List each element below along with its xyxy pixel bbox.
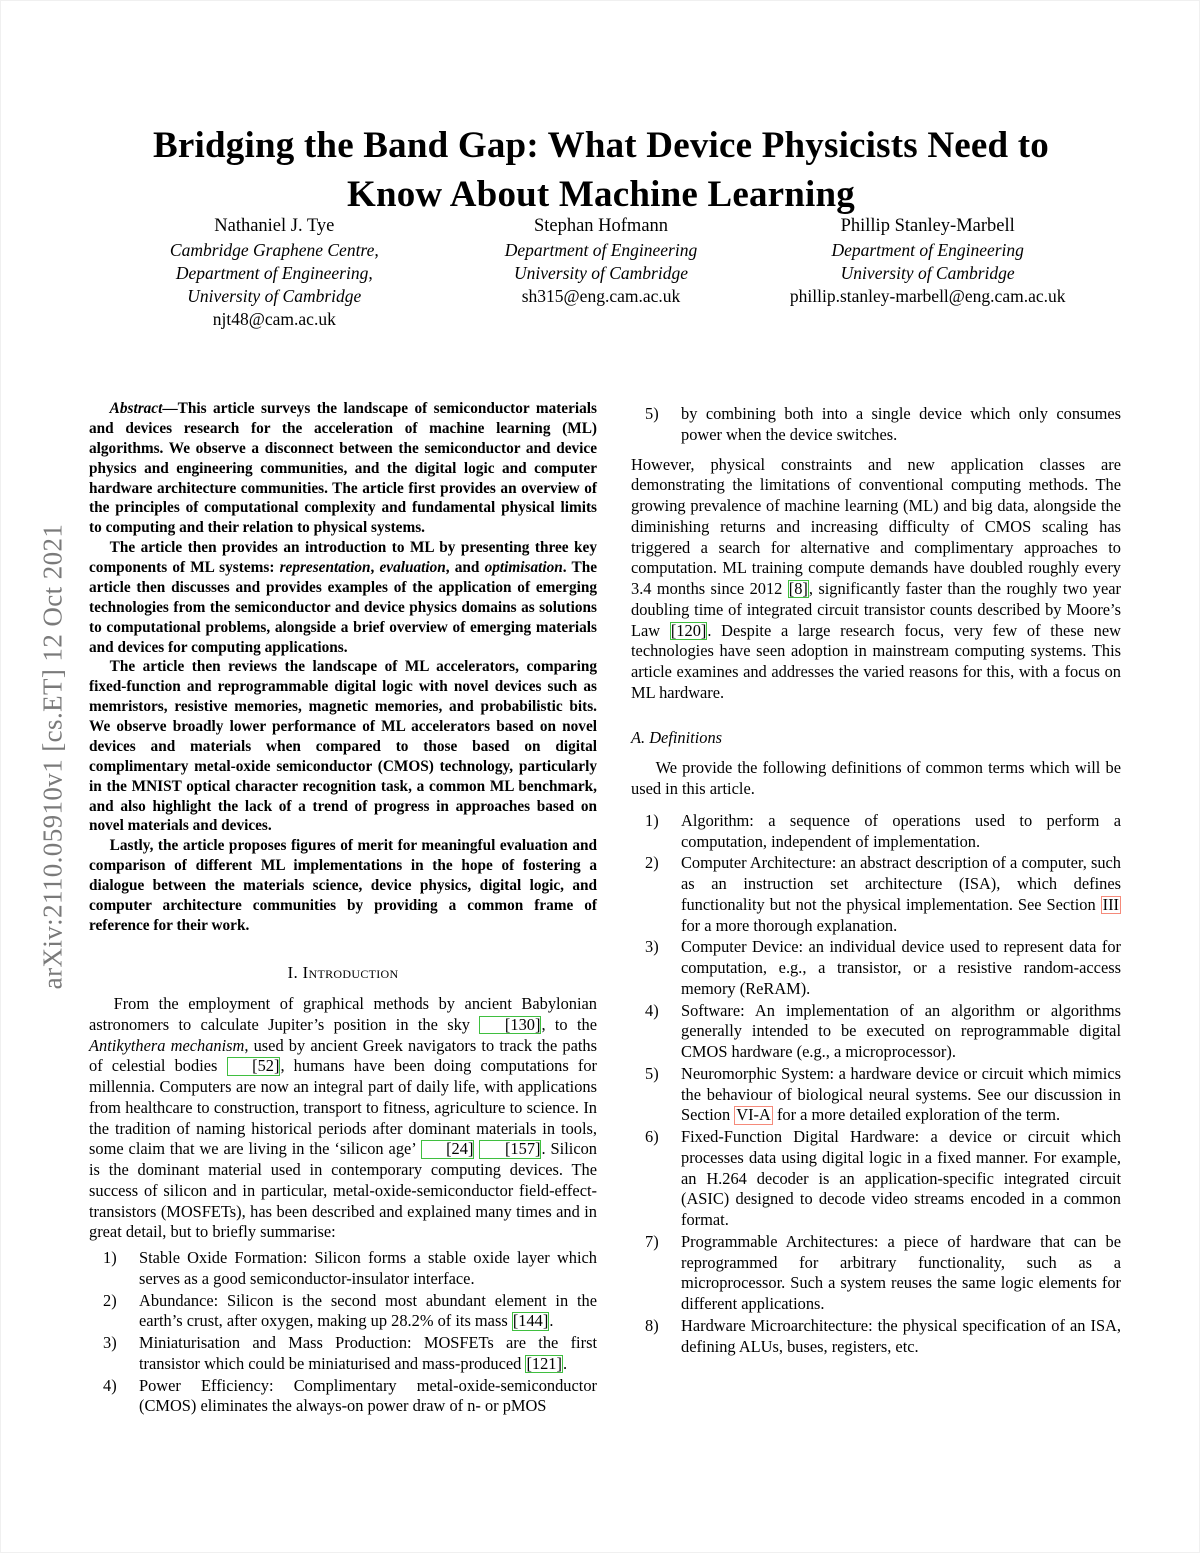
introduction-paragraph-1 <box>89 994 597 1243</box>
section-ref-link-VI-A[interactable]: VI-A <box>736 1105 771 1125</box>
author-email: njt48@cam.ac.uk <box>212 309 336 330</box>
definition-text: Computer Device: an individual device used to represent data for computation, e.g., a transistor, or a resistive random-access memory (ReRAM). <box>681 937 1121 998</box>
abstract <box>89 399 597 936</box>
citation-link-24[interactable]: [24] <box>421 1140 475 1158</box>
abstract-label: Abstract <box>109 400 163 417</box>
list-item <box>631 811 1121 853</box>
abstract-dash: — <box>162 400 178 417</box>
section-heading-introduction: I. Introduction <box>287 962 399 982</box>
subsection-heading-definitions: A. Definitions <box>631 727 723 747</box>
definition-text: Fixed-Function Digital Hardware: a device or circuit which processes data using digital logic in a fixed manner. For example, an H.264 decoder is an application-specific integrated circuit (ASIC) designed to decode video streams encoded in a common format. <box>681 1127 1121 1229</box>
list-item-text: Stable Oxide Formation: Silicon forms a stable oxide layer which serves as a good semiconductor-insulator interface. <box>139 1248 597 1288</box>
list-item <box>89 1248 597 1290</box>
list-item-text-tail: . <box>549 1311 554 1331</box>
list-item-text: Miniaturisation and Mass Production: MOSFETs are the first transistor which could be miniaturised and mass-produced <box>139 1333 597 1373</box>
citation-link-8[interactable]: [8] <box>788 579 808 598</box>
arxiv-stamp: arXiv:2110.05910v1 [cs.ET] 12 Oct 2021 <box>37 523 68 990</box>
list-item <box>631 1127 1121 1231</box>
citation-link-130[interactable]: [130] <box>479 1016 541 1034</box>
list-item <box>631 1316 1121 1358</box>
author-affiliation-line: University of Cambridge <box>513 262 688 283</box>
abstract-text-2a: The article then provides an introduction to ML by presenting three key components of ML systems: <box>89 539 597 576</box>
list-item <box>631 1064 1121 1126</box>
definition-text: Algorithm: a sequence of operations used to perform a computation, independent of implementation. <box>681 810 1121 851</box>
author-block <box>764 214 1091 308</box>
abstract-text-1: This article surveys the landscape of semiconductor materials and devices research for the acceleration of machine learning (ML) algorithms. We observe a disconnect between the semiconductor and device physics and engineering communities, and the digital logic and computer hardware architecture communities. The article first provides an overview of the principles of computational complexity and fundamental physical limits to computing and their relation to physical systems. <box>89 400 597 537</box>
definition-text-tail: for a more detailed exploration of the term. <box>772 1105 1061 1125</box>
definitions-intro-paragraph: We provide the following definitions of common terms which will be used in this article. <box>631 758 1121 798</box>
abstract-text-2c: , and <box>445 559 485 576</box>
abstract-emph-representation: representation <box>279 559 371 576</box>
author-affiliation-line: Department of Engineering <box>831 239 1024 260</box>
author-list <box>111 214 1091 332</box>
abstract-text-2d: . The article then discusses and provides examples of the application of emerging technologies from the semiconductor and device physics domains as solutions to computational problems, alongside a brief overview of emerging materials and devices for computing applications. <box>89 559 597 656</box>
list-item-text: Power Efficiency: Complimentary metal-oxide-semiconductor (CMOS) eliminates the always-on power draw of n- or pMOS <box>139 1375 597 1416</box>
abstract-emph-optimisation: optimisation <box>484 559 563 576</box>
list-item <box>89 1376 597 1418</box>
definition-text: Computer Architecture: an abstract description of a computer, such as an instruction set architecture (ISA), which defines functionality but not the physical implementation. See Section <box>681 853 1121 914</box>
continued-list <box>631 404 1121 446</box>
intro-text-a: From the employment of graphical methods by ancient Babylonian astronomers to calculate Jupiter’s position in the sky <box>89 994 597 1034</box>
intro-text-f: . Silicon is the dominant material used in contemporary computing devices. The success of silicon and in particular, metal-oxide-semiconductor field-effect-transistors (MOSFETs), has been described and explained many times and in great detail, but to briefly summarise: <box>89 1139 597 1242</box>
definition-text: Software: An implementation of an algorithm or algorithms generally intended to be executed on reprogrammable digital CMOS hardware (e.g., a microprocessor). <box>681 1000 1121 1061</box>
author-name: Nathaniel J. Tye <box>214 216 335 236</box>
list-item <box>89 1291 597 1333</box>
citation-link-157[interactable]: [157] <box>479 1140 541 1158</box>
author-affiliation-line: Department of Engineering, <box>175 262 373 283</box>
abstract-paragraph-3: The article then reviews the landscape of ML accelerators, comparing fixed-function and reprogrammable digital logic with novel devices such as memristors, resistive memories, magnetic memories, and probabilistic bits. We observe broadly lower performance of ML accelerators based on novel devices and materials when compared to those based on digital complimentary metal-oxide semiconductor (CMOS) technology, particularly in the MNIST optical character recognition task, a common ML benchmark, and also highlight the lack of a trend of progress in approaches based on novel materials and devices. <box>89 658 597 835</box>
intro-text-c: , used by ancient Greek navigators to track the paths of celestial bodies <box>89 1035 597 1076</box>
definitions-list <box>631 811 1121 1358</box>
page-title: Bridging the Band Gap: What Device Physicists Need to Know About Machine Learning <box>153 124 1049 215</box>
left-column <box>89 399 597 1418</box>
author-name: Phillip Stanley-Marbell <box>840 216 1015 236</box>
list-item-continuation <box>631 404 1121 446</box>
list-item <box>631 1232 1121 1315</box>
abstract-paragraph-1 <box>89 399 597 538</box>
right-column <box>631 399 1121 1358</box>
right-text-a: However, physical constraints and new application classes are demonstrating the limitations of conventional computing methods. The growing prevalence of machine learning (ML) and big data, alongside the diminishing returns and increasing difficulty of CMOS scaling has triggered a search for alternative and complimentary approaches to computation. ML training compute demands have doubled roughly every 3.4 months since 2012 <box>631 454 1121 598</box>
intro-text-b: , to the <box>541 1014 597 1034</box>
section-ref-link-III[interactable]: III <box>1102 894 1119 914</box>
definition-text: Programmable Architectures: a piece of hardware that can be reprogrammed for arbitrary functionality, such as a microprocessor. Such a system reuses the same logic elements for different applications. <box>681 1231 1121 1313</box>
author-affiliation-line: Department of Engineering <box>504 239 698 260</box>
abstract-emph-evaluation: evaluation <box>379 559 446 576</box>
author-email: phillip.stanley-marbell@eng.cam.ac.uk <box>789 286 1066 307</box>
abstract-paragraph-4: Lastly, the article proposes figures of merit for meaningful evaluation and comparison of different ML implementations in the hope of fostering a dialogue between the materials science, device physics, digital logic, and computer architecture communities by providing a common frame of reference for their work. <box>89 837 597 934</box>
citation-link-144[interactable]: [144] <box>512 1311 549 1331</box>
abstract-text-2b: , <box>370 559 380 576</box>
abstract-paragraph-2 <box>89 538 597 657</box>
citation-link-52[interactable]: [52] <box>227 1057 281 1075</box>
list-item-text: by combining both into a single device which only consumes power when the device switches. <box>681 404 1121 444</box>
list-item <box>631 937 1121 999</box>
list-item-text-tail: . <box>562 1353 568 1373</box>
list-item-text: Abundance: Silicon is the second most abundant element in the earth’s crust, after oxygen, making up 28.2% of its mass <box>139 1290 597 1331</box>
citation-link-121[interactable]: [121] <box>526 1353 562 1373</box>
author-name: Stephan Hofmann <box>533 216 669 236</box>
right-text-b: , significantly faster than the roughly two year doubling time of integrated circuit transistor counts described by Moore’s Law <box>631 579 1122 640</box>
definition-text: Neuromorphic System: a hardware device or circuit which mimics the behaviour of biological neural systems. See our discussion in Section <box>681 1063 1121 1125</box>
intro-text-d: , humans have been doing computations for millennia. Computers are now an integral part of daily life, with applications from healthcare to construction, transport to fitness, agriculture to science. In the tradition of naming historical periods after dominant materials in tools, some claim that we are living in the ‘silicon age’ <box>89 1056 597 1159</box>
author-email: sh315@eng.cam.ac.uk <box>521 286 681 307</box>
list-item <box>631 1001 1121 1063</box>
author-affiliation-line: University of Cambridge <box>840 262 1015 283</box>
list-item <box>631 853 1121 936</box>
author-affiliation-line: Cambridge Graphene Centre, <box>169 239 379 260</box>
right-text-c: . Despite a large research focus, very few of these new technologies have seen adoption in mainstream computing systems. This article examines and addresses the varied reasons for this, with a focus on ML hardware. <box>631 620 1121 702</box>
author-block <box>111 214 438 332</box>
intro-emph-antikythera: Antikythera mechanism <box>89 1035 245 1055</box>
citation-link-120[interactable]: [120] <box>670 620 707 640</box>
author-block <box>438 214 765 308</box>
silicon-advantages-list <box>89 1248 597 1417</box>
list-item <box>89 1333 597 1375</box>
author-affiliation-line: University of Cambridge <box>187 286 362 307</box>
definition-text: Hardware Microarchitecture: the physical specification of an ISA, defining ALUs, buses, registers, etc. <box>681 1315 1121 1356</box>
definition-text-tail: for a more thorough explanation. <box>681 915 898 935</box>
right-paragraph-1 <box>631 455 1121 704</box>
